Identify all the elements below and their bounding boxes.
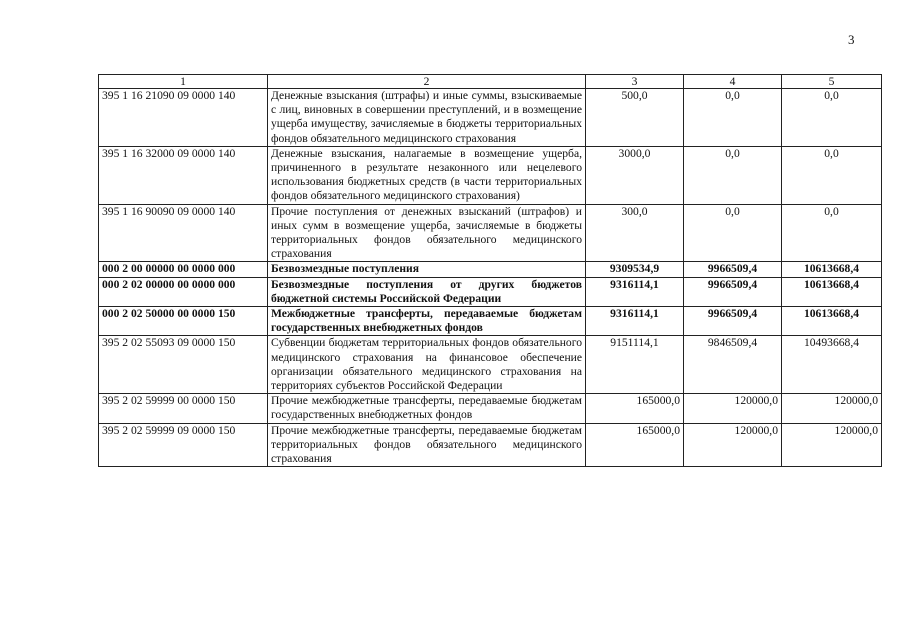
- table-row: [99, 146, 882, 204]
- table-row-total: [99, 262, 882, 277]
- value-col-5-cell: 0,0: [782, 204, 882, 262]
- table-row: [99, 394, 882, 423]
- budget-code-cell: 395 1 16 90090 09 0000 140: [99, 204, 268, 262]
- budget-revenue-table: [98, 74, 882, 467]
- value-col-5-cell: 120000,0: [782, 423, 882, 467]
- value-col-3-cell: 9151114,1: [586, 336, 684, 394]
- header-col-5: 5: [782, 75, 882, 89]
- description-cell: Денежные взыскания (штрафы) и иные суммы, взыскиваемые с лиц, виновных в совершении преступлений, и в возмещение ущерба имуществу, зачисляемые в бюджеты территориальных фондов обязательного медицинского страхования: [268, 89, 586, 147]
- value-col-3-cell: 9316114,1: [586, 307, 684, 336]
- value-col-4-cell: 9966509,4: [684, 277, 782, 306]
- value-col-5-cell: 0,0: [782, 146, 882, 204]
- budget-code-cell: 395 1 16 21090 09 0000 140: [99, 89, 268, 147]
- value-col-3-cell: 165000,0: [586, 394, 684, 423]
- description-cell: Безвозмездные поступления от других бюджетов бюджетной системы Российской Федерации: [268, 277, 586, 306]
- header-col-1: 1: [99, 75, 268, 89]
- value-col-5-cell: 120000,0: [782, 394, 882, 423]
- value-col-3-cell: 500,0: [586, 89, 684, 147]
- value-col-3-cell: 300,0: [586, 204, 684, 262]
- table-body: [99, 89, 882, 467]
- budget-code-cell: 395 1 16 32000 09 0000 140: [99, 146, 268, 204]
- value-col-4-cell: 120000,0: [684, 394, 782, 423]
- value-col-4-cell: 0,0: [684, 146, 782, 204]
- value-col-5-cell: 10613668,4: [782, 277, 882, 306]
- value-col-4-cell: 9966509,4: [684, 307, 782, 336]
- table-row: [99, 89, 882, 147]
- value-col-4-cell: 120000,0: [684, 423, 782, 467]
- value-col-5-cell: 10493668,4: [782, 336, 882, 394]
- description-cell: Прочие межбюджетные трансферты, передаваемые бюджетам территориальных фондов обязательного медицинского страхования: [268, 423, 586, 467]
- budget-code-cell: 000 2 02 50000 00 0000 150: [99, 307, 268, 336]
- budget-code-cell: 000 2 00 00000 00 0000 000: [99, 262, 268, 277]
- description-cell: Безвозмездные поступления: [268, 262, 586, 277]
- table-row-subtotal: [99, 277, 882, 306]
- description-cell: Денежные взыскания, налагаемые в возмещение ущерба, причиненного в результате незаконного или нецелевого использования бюджетных средств (в части территориальных фондов обязательного медицинского страхования): [268, 146, 586, 204]
- table-row: [99, 423, 882, 467]
- value-col-4-cell: 9846509,4: [684, 336, 782, 394]
- page-number: 3: [848, 32, 855, 47]
- budget-code-cell: 000 2 02 00000 00 0000 000: [99, 277, 268, 306]
- value-col-5-cell: 10613668,4: [782, 262, 882, 277]
- description-cell: Прочие межбюджетные трансферты, передаваемые бюджетам государственных внебюджетных фондов: [268, 394, 586, 423]
- value-col-3-cell: 3000,0: [586, 146, 684, 204]
- budget-code-cell: 395 2 02 59999 00 0000 150: [99, 394, 268, 423]
- value-col-3-cell: 165000,0: [586, 423, 684, 467]
- header-col-4: 4: [684, 75, 782, 89]
- value-col-5-cell: 10613668,4: [782, 307, 882, 336]
- description-cell: Прочие поступления от денежных взысканий (штрафов) и иных сумм в возмещение ущерба, зачисляемые в бюджеты территориальных фондов обязательного медицинского страхования: [268, 204, 586, 262]
- value-col-3-cell: 9309534,9: [586, 262, 684, 277]
- budget-code-cell: 395 2 02 55093 09 0000 150: [99, 336, 268, 394]
- value-col-3-cell: 9316114,1: [586, 277, 684, 306]
- value-col-4-cell: 0,0: [684, 204, 782, 262]
- header-col-2: 2: [268, 75, 586, 89]
- value-col-5-cell: 0,0: [782, 89, 882, 147]
- table-header: [99, 75, 882, 89]
- budget-code-cell: 395 2 02 59999 09 0000 150: [99, 423, 268, 467]
- description-cell: Субвенции бюджетам территориальных фондов обязательного медицинского страхования на финансовое обеспечение организации обязательного медицинского страхования на территориях субъектов Российской Федерации: [268, 336, 586, 394]
- table-row: [99, 336, 882, 394]
- value-col-4-cell: 0,0: [684, 89, 782, 147]
- header-col-3: 3: [586, 75, 684, 89]
- table-row-subtotal: [99, 307, 882, 336]
- table-row: [99, 204, 882, 262]
- description-cell: Межбюджетные трансферты, передаваемые бюджетам государственных внебюджетных фондов: [268, 307, 586, 336]
- value-col-4-cell: 9966509,4: [684, 262, 782, 277]
